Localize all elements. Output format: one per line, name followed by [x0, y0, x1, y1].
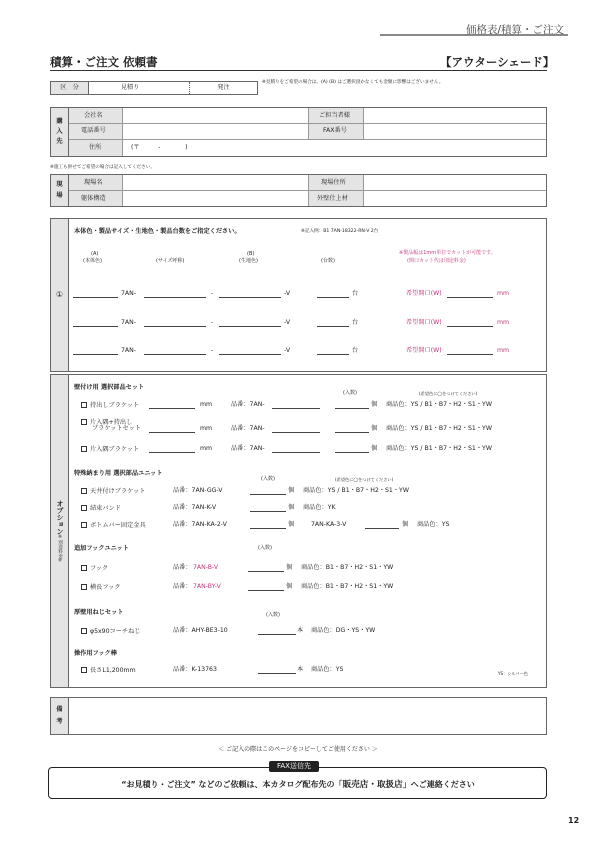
kubun-label: 区 分	[51, 82, 89, 94]
unit-label: 個	[288, 487, 295, 494]
option-item[interactable]: 結束バンド	[81, 505, 121, 512]
length-field[interactable]	[149, 408, 195, 409]
code-field[interactable]	[272, 432, 320, 433]
checkbox[interactable]	[81, 505, 87, 511]
finish-label: 外壁仕上材	[317, 195, 348, 202]
estimate-option[interactable]: 見積り	[120, 83, 140, 91]
purchaser-table	[50, 107, 547, 157]
g5-title: 操作用フック棒	[74, 650, 117, 657]
options-side-label: オプション	[56, 500, 64, 535]
color-legend: YS：シルバー色	[498, 671, 528, 676]
main-example: ※記入例：B1 7AN-18322-RN-V 2台	[301, 229, 379, 234]
size-field[interactable]	[144, 354, 206, 355]
qty2-field[interactable]	[365, 528, 399, 529]
unit-label: 個	[288, 504, 295, 511]
opening-label: 希望開口(W)	[406, 290, 442, 297]
site-table	[50, 174, 547, 207]
kubun-note: ※見積りをご希望の場合は、(A) (B) はご選択頂かなくても金額に影響はございません。	[262, 80, 444, 85]
main-heading: 本体色・製品サイズ・生地色・製品台数をご指定ください。	[74, 228, 241, 235]
remarks-section	[50, 697, 547, 735]
unit-qty-field[interactable]	[317, 354, 349, 355]
option-item[interactable]: 天井付けブラケット	[81, 488, 145, 495]
size-field[interactable]	[144, 297, 206, 298]
model-suffix: -V	[284, 319, 291, 326]
mm-label: mm	[497, 290, 510, 297]
kubun-box	[50, 81, 258, 95]
length-field[interactable]	[149, 452, 195, 453]
color-options: 商品色：YS / B1・B7・H2・S1・YW	[303, 487, 409, 494]
code-label: 品番：7AN-	[231, 445, 265, 452]
unit-label: 台	[352, 347, 359, 354]
option-item[interactable]: 片入隅ブラケット	[81, 446, 139, 453]
checkbox[interactable]	[81, 446, 87, 452]
model-dash: -	[211, 319, 214, 326]
mm-label: mm	[200, 425, 213, 432]
color-options: 商品色：YS / B1・B7・H2・S1・YW	[386, 445, 492, 452]
site-name-label: 現場名	[84, 179, 103, 186]
g5-qty-field[interactable]	[258, 673, 296, 674]
checkbox[interactable]	[81, 628, 87, 634]
qty-field[interactable]	[248, 590, 284, 591]
opening-field[interactable]	[447, 297, 493, 298]
form-title: 積算・ご注文 依頼書	[50, 55, 158, 69]
color-options: 商品色：B1・B7・H2・S1・YW	[301, 583, 394, 590]
qty-field[interactable]	[335, 432, 369, 433]
phone-label: 電話番号	[81, 127, 106, 134]
purchaser-side: 購 入 先	[51, 108, 69, 156]
mm-label: mm	[497, 319, 510, 326]
page-number: 12	[568, 816, 580, 825]
option-item[interactable]: 横長フック	[81, 584, 121, 591]
color-options: 商品色：YS / B1・B7・H2・S1・YW	[386, 425, 492, 432]
site-side: 現 場	[51, 175, 69, 206]
unit-label: 個	[288, 521, 295, 528]
checkbox[interactable]	[81, 419, 87, 425]
company-field[interactable]	[124, 108, 307, 123]
unit-label: 個	[371, 401, 378, 408]
opening-label: 希望開口(W)	[406, 347, 442, 354]
title-rule	[50, 70, 547, 71]
unit2-label: 個	[402, 521, 409, 528]
qty-field[interactable]	[250, 494, 286, 495]
copy-note: ＜ ご記入の際はこのページをコピーしてご使用ください ＞	[218, 746, 378, 753]
length-field[interactable]	[149, 432, 195, 433]
code-prefix: 品番：	[173, 564, 192, 571]
option-item[interactable]: 片入隅+持出し	[81, 419, 132, 426]
options-section: オプション ※別途料金※ 壁付け用 選択部品セット (入数) (希望色に◯をつけてください) 持出しブラケット mm 品番：7AN- 個 商品色：YS / B1・B7・H2・S1・YW 片入隅+持出し ブラケットセット mm 品番：7AN- 個 商品色：YS / B1・B7・H2・S1・YW 片入隅ブラケット mm 品番：7AN- 個 商品色：YS / B1・B7・H2・S1・YW 特殊納まり用 選択部品ユニット (入数) (希望色に◯をつけてください) 天井付けブラケット 品番：7AN-GG-V 個 商品色：YS / B1・B7・H2・S1・YW 結束バンド 品番：7AN-K-V 個 商品色：YK ボトムバー固定金具 品番：7AN-KA-2-V 個 7AN-KA-3-V 個 商品色：YS 追加フックユニット (入数) フック 品番： 7AN-B-V 個 商品色：B1・B7・H2・S1・YW 横長フック 品番： 7AN-BY-V 個 商品色：B1・B7・H2・S1・YW 厚壁用ねじセット (入数) φ5x90コーチねじ 品番：AHY-BE3-10 本 商品色：DG・YS・YW 操作用フック棒 長さL1,200mm 品番：K-13763 本 商品色：YS YS：シルバー色	[50, 374, 547, 688]
contact-label: ご担当者様	[319, 112, 350, 119]
g4-title: 厚壁用ねじセット	[74, 609, 124, 616]
unit-label: 個	[371, 425, 378, 432]
unit-qty-field[interactable]	[317, 326, 349, 327]
fabric-color-field[interactable]	[219, 297, 281, 298]
code-label: 品番：7AN-K-V	[173, 504, 217, 511]
code-label: 品番：7AN-	[231, 401, 265, 408]
color-options: 商品色：YK	[303, 504, 336, 511]
code-label: 品番：7AN-GG-V	[173, 487, 223, 494]
code-field[interactable]	[272, 452, 320, 453]
structure-label: 躯体構造	[81, 195, 106, 202]
model-suffix: -V	[284, 290, 291, 297]
code-prefix: 品番：	[173, 583, 192, 590]
qty-field[interactable]	[250, 511, 286, 512]
checkbox[interactable]	[81, 584, 87, 590]
model-dash: -	[211, 347, 214, 354]
site-address-label: 現場住所	[321, 179, 346, 186]
g5-item[interactable]: 長さL1,200mm	[81, 667, 136, 674]
opening-field[interactable]	[447, 354, 493, 355]
mm-label: mm	[497, 347, 510, 354]
unit-label: 個	[371, 445, 378, 452]
contact-field[interactable]	[365, 108, 545, 123]
color-options: 商品色：YS / B1・B7・H2・S1・YW	[386, 401, 492, 408]
qty-field[interactable]	[248, 571, 284, 572]
fax-tag: FAX送信先	[269, 761, 319, 772]
model-dash: -	[211, 290, 214, 297]
remarks-field[interactable]	[70, 698, 546, 734]
opening-field[interactable]	[447, 326, 493, 327]
option-item[interactable]: ボトムバー固定金具	[81, 522, 146, 529]
code-label: 7AN-BY-V	[193, 583, 221, 590]
body-color-field[interactable]	[73, 354, 118, 355]
model-prefix: 7AN-	[121, 347, 137, 354]
checkbox[interactable]	[81, 667, 87, 673]
color-options: 商品色：YS	[417, 521, 450, 528]
fabric-color-field[interactable]	[219, 354, 281, 355]
company-label: 会社名	[84, 112, 103, 119]
code2-label: 7AN-KA-3-V	[311, 521, 347, 528]
option-item[interactable]: 持出しブラケット	[81, 402, 139, 409]
model-prefix: 7AN-	[121, 290, 137, 297]
qty-field[interactable]	[250, 528, 286, 529]
color-options: 商品色：B1・B7・H2・S1・YW	[301, 564, 394, 571]
unit-qty-field[interactable]	[317, 297, 349, 298]
option-item-line2: ブラケットセット	[92, 425, 142, 432]
g4-item[interactable]: φ5x90コーチねじ	[81, 628, 141, 635]
code-field[interactable]	[272, 408, 320, 409]
g4-qty-field[interactable]	[258, 634, 296, 635]
order-option[interactable]: 発注	[217, 83, 230, 91]
main-section: ① 本体色・製品サイズ・生地色・製品台数をご指定ください。 ※記入例：B1 7AN-18322-RN-V 2台 (A) (本体色) (サイズ呼称) (B) (生地色) (台数) ※製品幅は1mm単位でカットが可能です。 (開口カット代は別途料金) 7AN- - -V 台 希望開口(W) mm 7AN- - -V 台 希望開口(W) mm 7AN- - -V 台 希望開口(W) mm	[50, 218, 547, 372]
product-name: 【アウターシェード】	[440, 55, 555, 69]
address-label: 住所	[89, 144, 102, 151]
fax-label: FAX番号	[323, 127, 347, 134]
section-title: 価格表/積算・ご注文	[466, 24, 565, 36]
body-color-field[interactable]	[73, 326, 118, 327]
options-side-note: ※別途料金※	[57, 535, 63, 564]
unit-label: 台	[352, 319, 359, 326]
unit-label: 個	[286, 564, 293, 571]
unit-label: 個	[286, 583, 293, 590]
main-side: ①	[51, 219, 69, 371]
g2-title: 特殊納まり用 選択部品ユニット	[74, 470, 163, 477]
unit-label: 台	[352, 290, 359, 297]
qty-field[interactable]	[335, 452, 369, 453]
checkbox[interactable]	[81, 565, 87, 571]
body-color-field[interactable]	[73, 297, 118, 298]
size-field[interactable]	[144, 326, 206, 327]
checkbox[interactable]	[81, 402, 87, 408]
remarks-side: 備 考	[51, 698, 69, 734]
code-label: 品番：7AN-KA-2-V	[173, 521, 227, 528]
g1-title: 壁付け用 選択部品セット	[74, 384, 145, 391]
model-suffix: -V	[284, 347, 291, 354]
contact-message: “お見積り・ご注文” などのご依頼は、本カタログ配布先の「販売店・取扱店」へご連絡ください	[121, 780, 475, 790]
opening-label: 希望開口(W)	[406, 319, 442, 326]
address-value[interactable]: (〒 - )	[131, 144, 188, 151]
checkbox[interactable]	[81, 488, 87, 494]
mm-label: mm	[200, 445, 213, 452]
mm-label: mm	[200, 401, 213, 408]
code-label: 7AN-B-V	[193, 564, 219, 571]
code-label: 品番：7AN-	[231, 425, 265, 432]
site-note: ※施工も併せてご希望の場合は記入してください。	[50, 165, 155, 170]
fabric-color-field[interactable]	[219, 326, 281, 327]
checkbox[interactable]	[81, 522, 87, 528]
g3-title: 追加フックユニット	[74, 545, 129, 552]
model-prefix: 7AN-	[121, 319, 137, 326]
qty-field[interactable]	[335, 408, 369, 409]
option-item[interactable]: フック	[81, 565, 108, 572]
